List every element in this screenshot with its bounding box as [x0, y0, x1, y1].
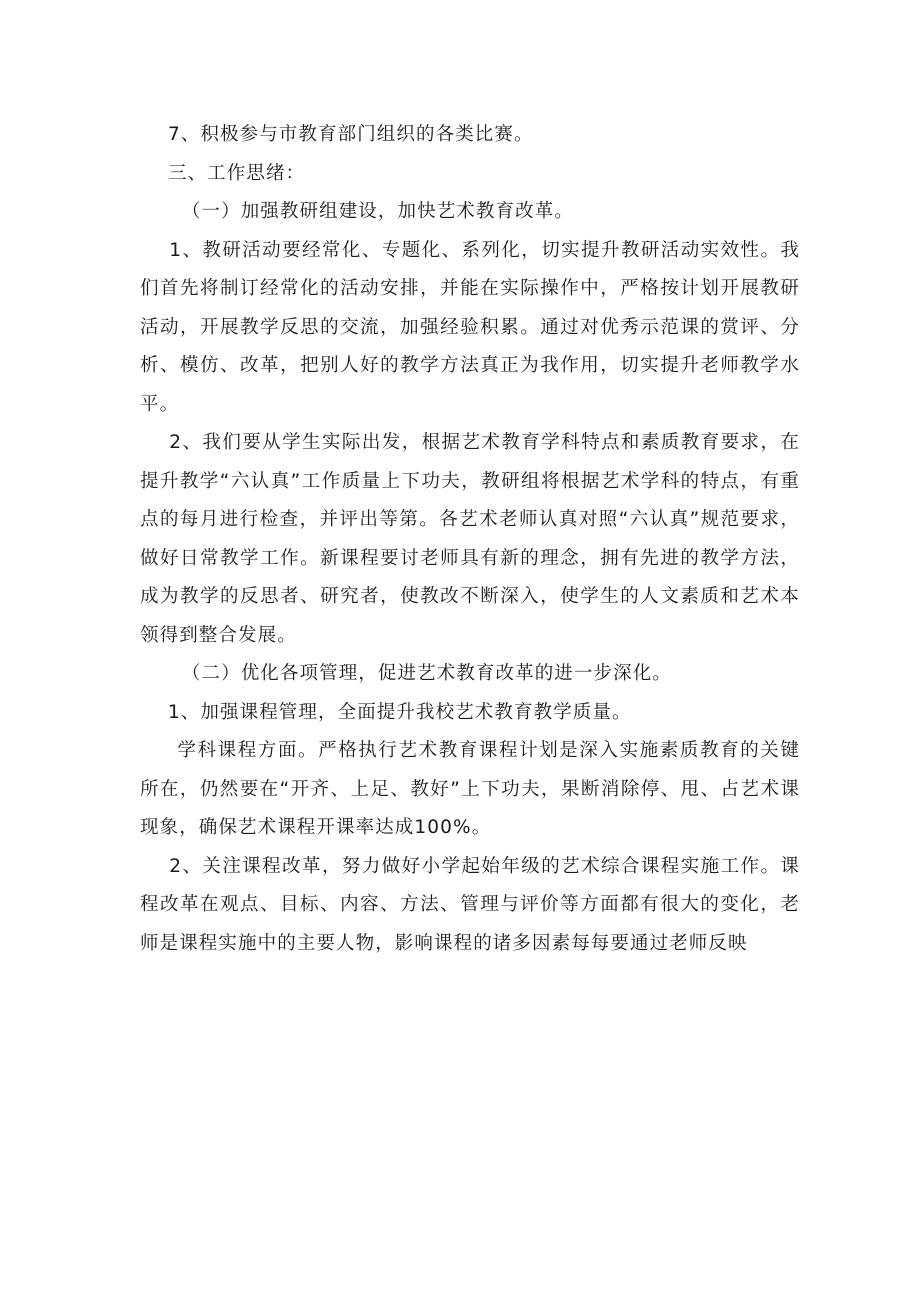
paragraph-item-7: 7、积极参与市教育部门组织的各类比赛。	[140, 124, 534, 145]
section-heading-work-ideas: 三、工作思绪：	[140, 162, 306, 184]
subsection-heading-1: （一）加强教研组建设，加快艺术教育改革。	[140, 201, 574, 222]
paragraph-teaching-research: 1、教研活动要经常化、专题化、系列化，切实提升教研活动实效性。我们首先将制订经常化的活动安排，并能在实际操作中，严格按计划开展教研活动，开展教学反思的交流，加强经验积累。通过对优秀示范课的赏评、分析、模仿、改革，把别人好的教学方法真正为我作用，切实提升老师教学水平。	[140, 239, 800, 415]
paragraph-six-seriousness: 2、我们要从学生实际出发，根据艺术教育学科特点和素质教育要求，在提升教学“六认真”工作质量上下功夫，教研组将根据艺术学科的特点，有重点的每月进行检查，并评出等第。各艺术老师认真对照“六认真”规范要求，做好日常教学工作。新课程要讨老师具有新的理念，拥有先进的教学方法，成为教学的反思者、研究者，使教改不断深入，使学生的人文素质和艺术本领得到整合发展。	[140, 432, 800, 646]
paragraph-curriculum-reform: 2、关注课程改革，努力做好小学起始年级的艺术综合课程实施工作。课程改革在观点、目标、内容、方法、管理与评价等方面都有很大的变化，老师是课程实施中的主要人物，影响课程的诸多因素每每要通过老师反映	[140, 855, 800, 954]
subsection-heading-2: （二）优化各项管理，促进艺术教育改革的进一步深化。	[140, 663, 672, 684]
document-body	[140, 116, 800, 963]
paragraph-course-management: 1、加强课程管理，全面提升我校艺术教育教学质量。	[140, 701, 632, 723]
paragraph-subject-courses: 学科课程方面。严格执行艺术教育课程计划是深入实施素质教育的关键所在，仍然要在“开齐、上足、教好”上下功夫，果断消除停、甩、占艺术课现象，确保艺术课程开课率达成100%。	[140, 740, 800, 838]
